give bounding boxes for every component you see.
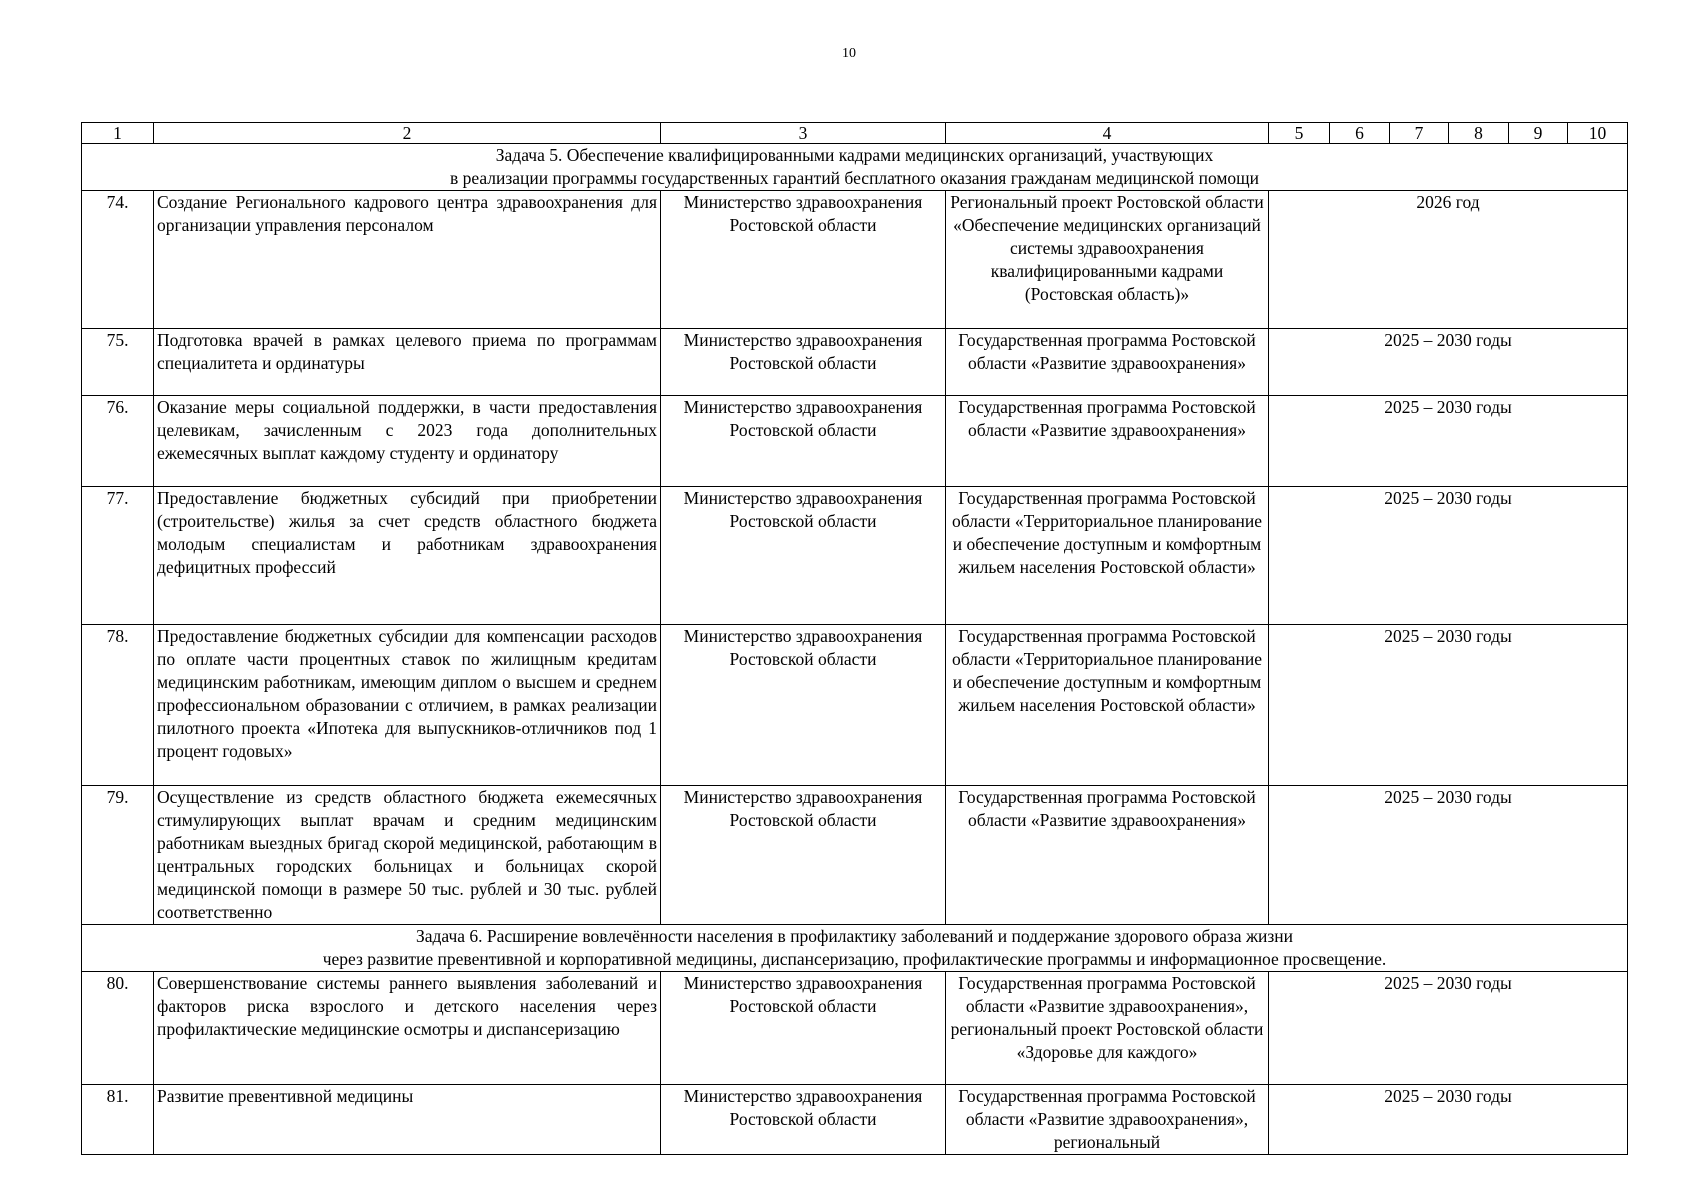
implementation-period: 2025 – 2030 годы — [1269, 972, 1628, 1085]
row-number: 76. — [82, 396, 154, 487]
table-row — [82, 786, 1628, 925]
implementation-period: 2025 – 2030 годы — [1269, 487, 1628, 625]
program-document: Государственная программа Ростовской области «Территориальное планирование и обеспечение доступным и комфортным жильем населения Ростовской области» — [946, 487, 1269, 625]
program-document: Государственная программа Ростовской области «Развитие здравоохранения» — [946, 786, 1269, 925]
measure-description: Подготовка врачей в рамках целевого приема по программам специалитета и ординатуры — [154, 329, 661, 396]
task-heading-line: через развитие превентивной и корпоративной медицины, диспансеризацию, профилактические программы и информационное просвещение. — [322, 949, 1387, 969]
header-cell: 9 — [1509, 123, 1568, 144]
task-heading-line: в реализации программы государственных гарантий бесплатного оказания гражданам медицинской помощи — [449, 168, 1260, 188]
task-5-row — [82, 144, 1628, 191]
row-number: 79. — [82, 786, 154, 925]
task-heading — [82, 925, 1628, 972]
program-document: Региональный проект Ростовской области «Обеспечение медицинских организаций системы здравоохранения квалифицированными кадрами (Ростовская область)» — [946, 191, 1269, 329]
header-cell: 8 — [1449, 123, 1509, 144]
responsible-executor: Министерство здравоохранения Ростовской области — [661, 396, 946, 487]
implementation-period: 2026 год — [1269, 191, 1628, 329]
implementation-period: 2025 – 2030 годы — [1269, 786, 1628, 925]
responsible-executor: Министерство здравоохранения Ростовской области — [661, 487, 946, 625]
program-document: Государственная программа Ростовской области «Территориальное планирование и обеспечение доступным и комфортным жильем населения Ростовской области» — [946, 625, 1269, 786]
task-heading-line: Задача 5. Обеспечение квалифицированными кадрами медицинских организаций, участвующих — [495, 145, 1214, 165]
program-document: Государственная программа Ростовской области «Развитие здравоохранения» — [946, 329, 1269, 396]
measures-table — [81, 122, 1628, 1155]
table-row — [82, 972, 1628, 1085]
page-number: 10 — [842, 46, 856, 61]
measure-description: Предоставление бюджетных субсидий при приобретении (строительстве) жилья за счет средств областного бюджета молодым специалистам и работникам здравоохранения дефицитных профессий — [154, 487, 661, 625]
header-cell: 3 — [661, 123, 946, 144]
program-document: Государственная программа Ростовской области «Развитие здравоохранения», региональный — [946, 1085, 1269, 1155]
row-number: 78. — [82, 625, 154, 786]
measure-description: Оказание меры социальной поддержки, в части предоставления целевикам, зачисленным с 2023 года дополнительных ежемесячных выплат каждому студенту и ординатору — [154, 396, 661, 487]
table-row — [82, 487, 1628, 625]
row-number: 81. — [82, 1085, 154, 1155]
task-6-row — [82, 925, 1628, 972]
responsible-executor: Министерство здравоохранения Ростовской области — [661, 1085, 946, 1155]
responsible-executor: Министерство здравоохранения Ростовской области — [661, 786, 946, 925]
header-cell: 1 — [82, 123, 154, 144]
row-number: 74. — [82, 191, 154, 329]
implementation-period: 2025 – 2030 годы — [1269, 1085, 1628, 1155]
measure-description: Развитие превентивной медицины — [154, 1085, 661, 1155]
header-cell: 10 — [1568, 123, 1628, 144]
header-cell: 2 — [154, 123, 661, 144]
measure-description: Осуществление из средств областного бюджета ежемесячных стимулирующих выплат врачам и средним медицинским работникам выездных бригад скорой медицинской, работающим в центральных городских больницах и больницах скорой медицинской помощи в размере 50 тыс. рублей и 30 тыс. рублей соответственно — [154, 786, 661, 925]
measure-description: Предоставление бюджетных субсидии для компенсации расходов по оплате части процентных ставок по жилищным кредитам медицинским работникам, имеющим диплом о высшем и среднем профессиональном образовании с отличием, в рамках реализации пилотного проекта «Ипотека для выпускников-отличников под 1 процент годовых» — [154, 625, 661, 786]
table-row — [82, 625, 1628, 786]
task-heading — [82, 144, 1628, 191]
implementation-period: 2025 – 2030 годы — [1269, 625, 1628, 786]
implementation-period: 2025 – 2030 годы — [1269, 396, 1628, 487]
responsible-executor: Министерство здравоохранения Ростовской области — [661, 329, 946, 396]
row-number: 77. — [82, 487, 154, 625]
table-row — [82, 396, 1628, 487]
measure-description: Создание Регионального кадрового центра здравоохранения для организации управления персоналом — [154, 191, 661, 329]
table-row — [82, 1085, 1628, 1155]
program-document: Государственная программа Ростовской области «Развитие здравоохранения» — [946, 396, 1269, 487]
table-row — [82, 191, 1628, 329]
header-row — [82, 123, 1628, 144]
row-number: 75. — [82, 329, 154, 396]
header-cell: 5 — [1269, 123, 1330, 144]
responsible-executor: Министерство здравоохранения Ростовской области — [661, 191, 946, 329]
measure-description: Совершенствование системы раннего выявления заболеваний и факторов риска взрослого и детского населения через профилактические медицинские осмотры и диспансеризацию — [154, 972, 661, 1085]
table-row — [82, 329, 1628, 396]
responsible-executor: Министерство здравоохранения Ростовской области — [661, 972, 946, 1085]
header-cell: 7 — [1390, 123, 1449, 144]
responsible-executor: Министерство здравоохранения Ростовской области — [661, 625, 946, 786]
program-document: Государственная программа Ростовской области «Развитие здравоохранения», региональный проект Ростовской области «Здоровье для каждого» — [946, 972, 1269, 1085]
implementation-period: 2025 – 2030 годы — [1269, 329, 1628, 396]
task-heading-line: Задача 6. Расширение вовлечённости населения в профилактику заболеваний и поддержание здорового образа жизни — [415, 926, 1294, 946]
row-number: 80. — [82, 972, 154, 1085]
header-cell: 6 — [1330, 123, 1390, 144]
header-cell: 4 — [946, 123, 1269, 144]
